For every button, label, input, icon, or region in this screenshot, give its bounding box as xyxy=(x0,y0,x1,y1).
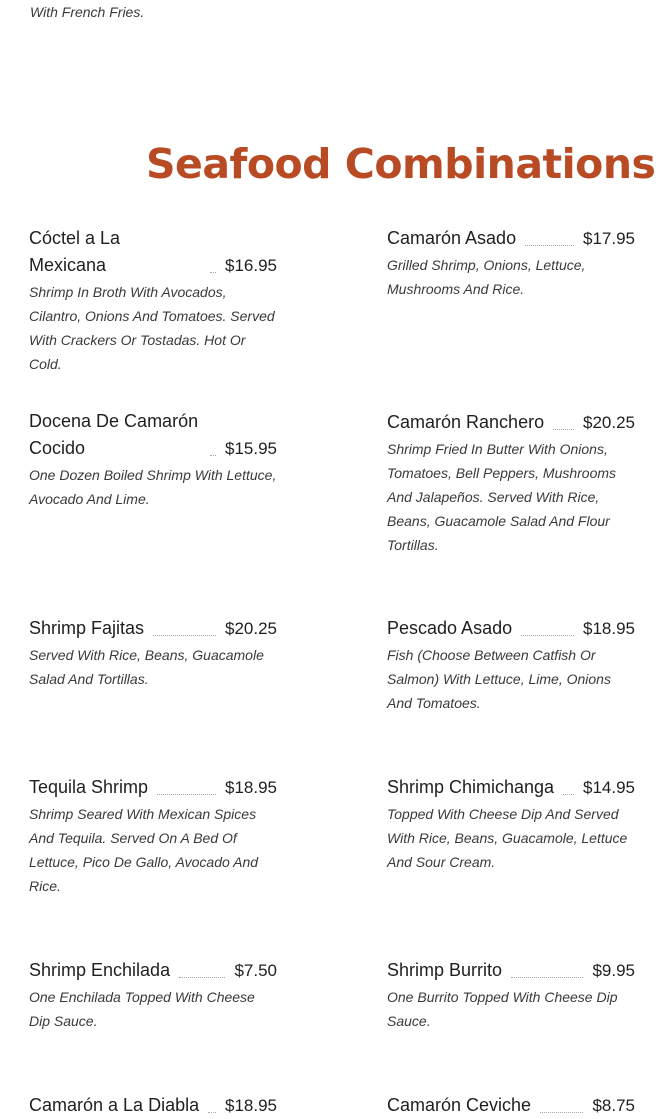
menu-item xyxy=(29,615,277,691)
menu-item-description: One Burrito Topped With Cheese Dip Sauce. xyxy=(387,989,618,1029)
dot-leader xyxy=(563,793,574,795)
dot-leader xyxy=(540,1111,583,1113)
menu-item-price: $17.95 xyxy=(583,229,635,248)
dot-leader xyxy=(208,1111,216,1113)
menu-item-description: Grilled Shrimp, Onions, Lettuce, Mushrooms And Rice. xyxy=(387,257,586,297)
menu-item-header xyxy=(387,615,635,642)
menu-item-name: Cóctel a La Mexicana xyxy=(29,228,121,275)
menu-item xyxy=(29,225,277,376)
menu-item-name: Shrimp Chimichanga xyxy=(387,777,555,797)
menu-item xyxy=(387,957,635,1033)
menu-item-price: $20.25 xyxy=(583,413,635,432)
menu-item-description: One Enchilada Topped With Cheese Dip Sauce. xyxy=(29,989,255,1029)
menu-item-price: $7.50 xyxy=(234,961,277,980)
dot-leader xyxy=(553,428,574,430)
menu-item-description: One Dozen Boiled Shrimp With Lettuce, Avocado And Lime. xyxy=(29,467,277,507)
dot-leader xyxy=(210,271,216,273)
menu-item xyxy=(387,774,635,874)
menu-item-header xyxy=(387,1092,635,1119)
menu-item-price: $18.95 xyxy=(583,619,635,638)
menu-item xyxy=(29,408,277,511)
menu-item-name: Shrimp Enchilada xyxy=(29,960,171,980)
dot-leader xyxy=(525,244,574,246)
dot-leader xyxy=(179,976,225,978)
menu-item-description: Topped With Cheese Dip And Served With Rice, Beans, Guacamole, Lettuce And Sour Cream. xyxy=(387,806,628,870)
menu-item-price: $8.75 xyxy=(592,1096,635,1115)
dot-leader xyxy=(157,793,216,795)
menu-item-name: Docena De Camarón Cocido xyxy=(29,411,199,458)
menu-item-description: Shrimp In Broth With Avocados, Cilantro, Onions And Tomatoes. Served With Crackers Or Tostadas. Hot Or Cold. xyxy=(29,284,275,372)
menu-item-name: Camarón a La Diabla xyxy=(29,1095,200,1115)
menu-item xyxy=(29,1092,277,1119)
menu-item-name: Shrimp Fajitas xyxy=(29,618,145,638)
menu-item-price: $20.25 xyxy=(225,619,277,638)
previous-item-description: With French Fries. xyxy=(30,4,145,20)
menu-item xyxy=(29,774,277,898)
menu-item-header xyxy=(387,225,635,252)
menu-item-name: Camarón Asado xyxy=(387,228,517,248)
dot-leader xyxy=(511,976,583,978)
menu-item-header xyxy=(29,225,277,279)
menu-item-price: $18.95 xyxy=(225,1096,277,1115)
menu-item-description: Shrimp Seared With Mexican Spices And Tequila. Served On A Bed Of Lettuce, Pico De Gallo, Avocado And Rice. xyxy=(29,806,259,894)
menu-item-header xyxy=(387,774,635,801)
menu-item-name: Shrimp Burrito xyxy=(387,960,503,980)
menu-item-name: Camarón Ceviche xyxy=(387,1095,532,1115)
menu-item xyxy=(29,957,277,1033)
dot-leader xyxy=(210,454,216,456)
section-title: Seafood Combinations xyxy=(146,140,656,188)
menu-item-description: Fish (Choose Between Catfish Or Salmon) With Lettuce, Lime, Onions And Tomatoes. xyxy=(387,647,611,711)
menu-item-description: Served With Rice, Beans, Guacamole Salad And Tortillas. xyxy=(29,647,264,687)
menu-item-price: $15.95 xyxy=(225,439,277,458)
dot-leader xyxy=(521,634,574,636)
menu-item-header xyxy=(29,1092,277,1119)
menu-item xyxy=(387,1092,635,1119)
menu-item-header xyxy=(387,957,635,984)
menu-item-name: Tequila Shrimp xyxy=(29,777,149,797)
menu-item-price: $18.95 xyxy=(225,778,277,797)
menu-item-header xyxy=(29,774,277,801)
menu-item-description: Shrimp Fried In Butter With Onions, Tomatoes, Bell Peppers, Mushrooms And Jalapeños. Served With Rice, Beans, Guacamole Salad And Flour Tortillas. xyxy=(387,441,617,553)
dot-leader xyxy=(153,634,216,636)
menu-item-header xyxy=(29,615,277,642)
menu-item-price: $9.95 xyxy=(592,961,635,980)
menu-item-price: $16.95 xyxy=(225,256,277,275)
menu-item-header xyxy=(387,409,635,436)
menu-item-name: Camarón Ranchero xyxy=(387,412,545,432)
menu-item xyxy=(387,225,635,301)
menu-item xyxy=(387,615,635,715)
menu-item-header xyxy=(29,408,277,462)
menu-item xyxy=(387,409,635,557)
menu-item-name: Pescado Asado xyxy=(387,618,513,638)
menu-item-header xyxy=(29,957,277,984)
menu-item-price: $14.95 xyxy=(583,778,635,797)
